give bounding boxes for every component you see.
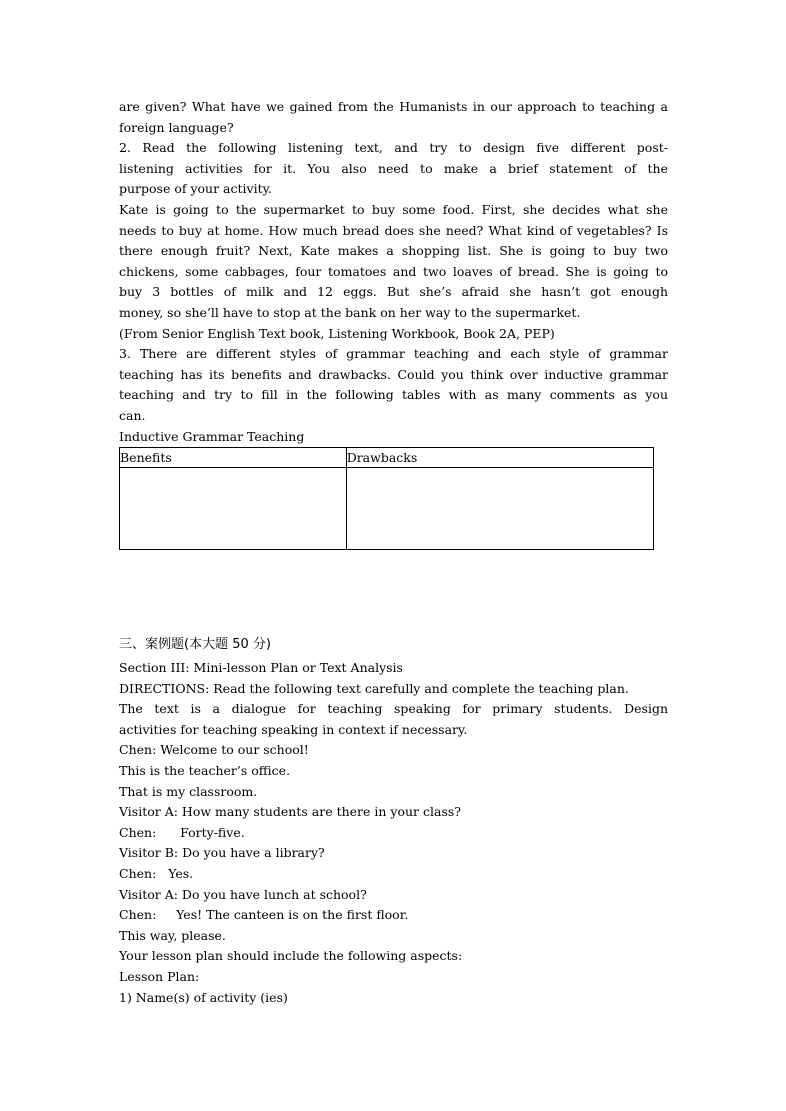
section-gap	[119, 550, 668, 634]
dialogue-line-11: Your lesson plan should include the following aspects:	[119, 948, 463, 964]
grammar-table	[119, 447, 654, 550]
dialogue-line-4: Visitor A: How many students are there in your class?	[119, 804, 461, 820]
q2-line-1: 2. Read the following listening text, and try to design five different post-	[119, 140, 668, 156]
q1-line-2: foreign language?	[119, 119, 234, 135]
benefits-cell[interactable]	[120, 468, 347, 550]
q3-line-2: teaching has its benefits and drawbacks. Could you think over inductive grammar	[119, 366, 668, 382]
intro-line-1: The text is a dialogue for teaching speaking for primary students. Design	[119, 701, 668, 717]
dialogue-line-10: This way, please.	[119, 927, 226, 943]
dialogue-line-13: 1) Name(s) of activity (ies)	[119, 989, 288, 1005]
passage-line-4: chickens, some cabbages, four tomatoes and two loaves of bread. She is going to	[119, 263, 668, 279]
q2-line-2: listening activities for it. You also need to make a brief statement of the	[119, 160, 668, 176]
dialogue-line-12: Lesson Plan:	[119, 969, 200, 984]
drawbacks-header: Drawbacks	[346, 448, 653, 468]
q1-line-1: are given? What have we gained from the Humanists in our approach to teaching a	[119, 99, 668, 114]
passage-line-3: there enough fruit? Next, Kate makes a shopping list. She is going to buy two	[119, 243, 668, 259]
q2-line-3: purpose of your activity.	[119, 181, 272, 197]
table-body-row	[120, 468, 654, 550]
dialogue-line-1: Chen: Welcome to our school!	[119, 742, 309, 758]
table-header-row	[120, 448, 654, 468]
drawbacks-cell[interactable]	[346, 468, 653, 550]
dialogue-line-9: Chen: Yes! The canteen is on the first floor.	[119, 907, 409, 923]
passage-line-6: money, so she’ll have to stop at the bank on her way to the supermarket.	[119, 304, 581, 320]
q3-line-1: 3. There are different styles of grammar teaching and each style of grammar	[119, 346, 668, 362]
benefits-header: Benefits	[120, 448, 347, 468]
passage-source: (From Senior English Text book, Listening Workbook, Book 2A, PEP)	[119, 325, 555, 341]
dialogue-line-7: Chen: Yes.	[119, 866, 194, 882]
table-caption: Inductive Grammar Teaching	[119, 428, 305, 444]
passage-line-1: Kate is going to the supermarket to buy some food. First, she decides what she	[119, 201, 668, 217]
q3-line-4: can.	[119, 407, 146, 423]
section-line-1: Section III: Mini-lesson Plan or Text Analysis	[119, 660, 403, 676]
passage-line-2: needs to buy at home. How much bread does she need? What kind of vegetables? Is	[119, 222, 668, 238]
dialogue-line-6: Visitor B: Do you have a library?	[119, 845, 325, 861]
dialogue-line-3: That is my classroom.	[119, 783, 258, 799]
dialogue-line-2: This is the teacher’s office.	[119, 763, 291, 779]
passage-line-5: buy 3 bottles of milk and 12 eggs. But she’s afraid she hasn’t got enough	[119, 284, 668, 300]
section-title: 三、案例题(本大题 50 分)	[119, 637, 271, 653]
dialogue-line-8: Visitor A: Do you have lunch at school?	[119, 886, 367, 902]
document-page	[119, 97, 668, 1008]
section-line-2: DIRECTIONS: Read the following text carefully and complete the teaching plan.	[119, 680, 629, 696]
intro-line-2: activities for teaching speaking in context if necessary.	[119, 721, 468, 737]
q3-line-3: teaching and try to fill in the following tables with as many comments as you	[119, 387, 668, 403]
dialogue-line-5: Chen: Forty-five.	[119, 824, 245, 840]
